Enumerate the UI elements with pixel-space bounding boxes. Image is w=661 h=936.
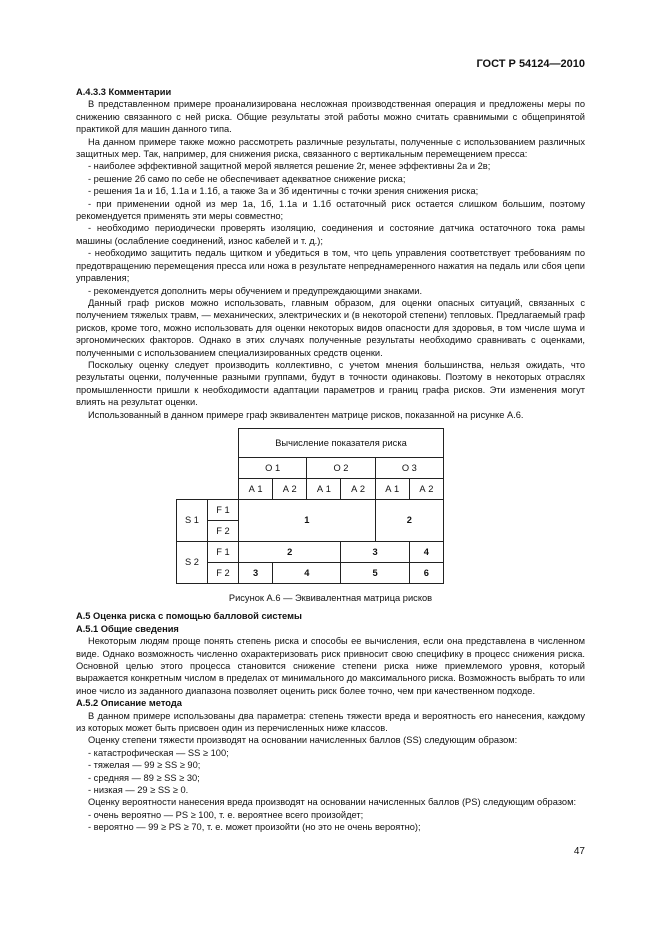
matrix-value: 2 (375, 499, 443, 541)
matrix-a-header: А 2 (273, 478, 307, 499)
list-item: - необходимо периодически проверять изоляцию, соединения и состояние датчика остаточного тока рамы машины (ослабление соединений, износ кабелей и т. д.); (76, 223, 585, 246)
matrix-a-header: А 2 (409, 478, 443, 499)
list-item: - решения 1а и 1б, 1.1а и 1.1б, а также 3а и 3б идентичны с точки зрения снижения риска; (88, 186, 479, 197)
paragraph: Поскольку оценку следует производить коллективно, с учетом мнения большинства, нельзя ожидать, что результаты оценки, полученные разными группами, будут в точности одинаковы. Поэтому в некоторых отраслях промышленности пришли к необходимости адаптации параметров и границ графа рисков. Эти изменения могут влиять на результат оценки. (76, 359, 585, 408)
matrix-s-label: S 2 (177, 541, 208, 583)
figure-caption: Рисунок А.6 — Эквивалентная матрица рисков (228, 592, 433, 603)
matrix-value: 1 (239, 499, 376, 541)
matrix-f-label: F 2 (208, 520, 239, 541)
paragraph: Некоторым людям проще понять степень риска и способы ее вычисления, если она представлена в численном виде. Однако возможность численно охарактеризовать риск привносит свою специфику в процесс снижения риска. Основной целью этого процесса становится снижение степени риска ниже приемлемого уровня, который выражается конкретным числом в пределах от минимального до максимального риска. Возможность выбрать то или иное число из заданного диапазона позволяет оценить риск более точно, чем при качественном подходе. (76, 636, 585, 696)
list-item: - низкая — 29 ≥ SS ≥ 0. (88, 785, 189, 796)
list-item: - тяжелая — 99 ≥ SS ≥ 90; (88, 760, 201, 771)
list-item: - вероятно — 99 ≥ PS ≥ 70, т. е. может произойти (но это не очень вероятно); (88, 822, 421, 833)
paragraph: Оценку степени тяжести производят на основании начисленных баллов (SS) следующим образом: (88, 735, 518, 746)
paragraph: Использованный в данном примере граф эквивалентен матрице рисков, показанной на рисунке А.6. (88, 409, 524, 420)
list-item: - решение 2б само по себе не обеспечивает адекватное снижение риска; (88, 173, 406, 184)
matrix-o-header: О 1 (239, 457, 307, 478)
paragraph: На данном примере также можно рассмотреть различные результаты, полученные с использованием различных защитных мер. Так, например, для снижения риска, связанного с вертикальным перемещением пресса: (76, 136, 585, 160)
list-item: - наиболее эффективной защитной мерой является решение 2г, менее эффективны 2а и 2в; (88, 161, 491, 172)
matrix-value: 4 (409, 541, 443, 562)
matrix-value: 5 (341, 562, 409, 583)
list-item: - необходимо защитить педаль щитком и убедиться в том, что цепь управления соответствует требованиям по предотвращению перемещения пресса или ножа в результате непреднамеренного нажатия на педаль или сбоя цепи управления; (76, 248, 585, 284)
matrix-f-label: F 2 (208, 562, 239, 583)
section-a5-title: А.5 Оценка риска с помощью балловой системы (76, 611, 302, 622)
matrix-value: 6 (409, 562, 443, 583)
section-a433-title: А.4.3.3 Комментарии (76, 87, 172, 97)
page-header: ГОСТ Р 54124—2010 (476, 58, 585, 70)
matrix-a-header: А 1 (375, 478, 409, 499)
risk-matrix-table (176, 428, 444, 584)
matrix-f-label: F 1 (208, 499, 239, 520)
matrix-f-label: F 1 (208, 541, 239, 562)
paragraph: Оценку вероятности нанесения вреда производят на основании начисленных баллов (PS) следующим образом: (88, 797, 577, 808)
section-a51-title: А.5.1 Общие сведения (76, 623, 179, 634)
matrix-o-header: О 2 (307, 457, 375, 478)
matrix-value: 3 (341, 541, 409, 562)
list-item: - катастрофическая — SS ≥ 100; (88, 747, 229, 758)
matrix-s-label: S 1 (177, 499, 208, 541)
page-number: 47 (573, 846, 585, 857)
matrix-title: Вычисление показателя риска (239, 428, 444, 457)
matrix-a-header: А 1 (239, 478, 273, 499)
matrix-value: 4 (273, 562, 341, 583)
list-item: - рекомендуется дополнить меры обучением и предупреждающими знаками. (88, 285, 423, 296)
list-item: - средняя — 89 ≥ SS ≥ 30; (88, 772, 200, 783)
matrix-o-header: О 3 (375, 457, 443, 478)
matrix-value: 3 (239, 562, 273, 583)
paragraph: В данном примере использованы два параметра: степень тяжести вреда и вероятность его нанесения, каждому из которых может быть присвоен один из перечисленных ниже классов. (76, 710, 585, 734)
matrix-a-header: А 2 (341, 478, 375, 499)
matrix-a-header: А 1 (307, 478, 341, 499)
page-content (76, 86, 585, 834)
list-item: - очень вероятно — PS ≥ 100, т. е. вероятнее всего произойдет; (88, 809, 364, 820)
paragraph: Данный граф рисков можно использовать, главным образом, для оценки опасных ситуаций, связанных с получением тяжелых травм, — механических, электрических и (в некоторой степени) тепловых. Предлагаемый граф рисков, кроме того, можно использовать для оценки некоторых видов опасности для здоровья, в том числе шума и эргономических факторов. Однако в этих случаях полученные результаты необходимо сравнивать с оценками, полученными с использованием специализированных средств оценки. (76, 297, 585, 358)
list-item: - при применении одной из мер 1а, 1б, 1.1а и 1.1б остаточный риск остается слишком большим, поэтому рекомендуется применять эти меры совместно; (76, 198, 585, 222)
paragraph: В представленном примере проанализирована несложная производственная операция и предложены меры по снижению связанного с ней риска. Общие результаты этой работы можно считать сравнимыми с общепринятой практикой для машин данного типа. (76, 99, 585, 135)
section-a52-title: А.5.2 Описание метода (76, 698, 182, 709)
matrix-value: 2 (239, 541, 341, 562)
